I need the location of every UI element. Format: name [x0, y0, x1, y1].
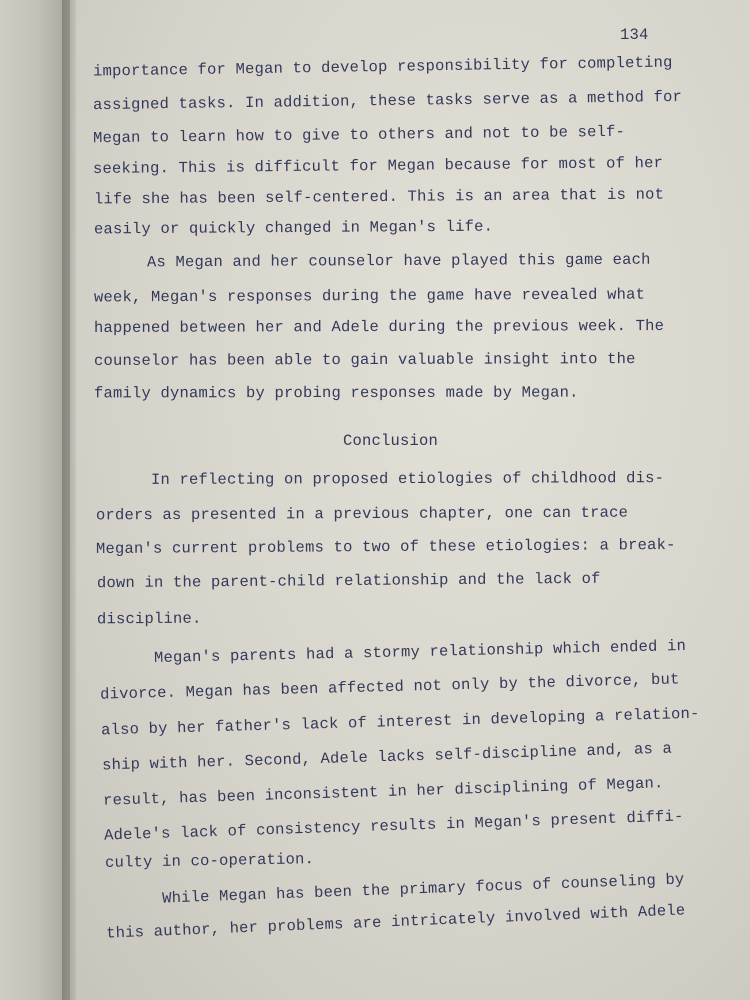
body-line: assigned tasks. In addition, these tasks serve as a method for	[92, 87, 683, 115]
body-line: discipline.	[96, 609, 202, 629]
body-line: divorce. Megan has been affected not only by the divorce, but	[99, 670, 680, 704]
left-page-edge	[0, 0, 70, 1000]
body-line: life she has been self-centered. This is an area that is not	[93, 185, 665, 209]
document-page	[70, 0, 750, 1000]
body-line: down in the parent-child relationship and the lack of	[96, 569, 601, 593]
body-line: counselor has been able to gain valuable insight into the	[93, 350, 636, 370]
body-line: this author, her problems are intricately involved with Adele	[105, 901, 686, 943]
page-number: 134	[620, 26, 649, 44]
body-line: ship with her. Second, Adele lacks self-discipline and, as a	[101, 739, 673, 775]
book-gutter	[62, 0, 76, 1000]
body-line: importance for Megan to develop responsibility for completing	[92, 53, 673, 81]
body-line: While Megan has been the primary focus of counseling by	[161, 870, 685, 908]
body-line: family dynamics by probing responses made by Megan.	[93, 383, 579, 403]
body-line: orders as presented in a previous chapter, one can trace	[95, 503, 629, 525]
body-line: result, has been inconsistent in her disciplining of Megan.	[102, 774, 664, 810]
section-heading: Conclusion	[343, 432, 439, 450]
body-line: In reflecting on proposed etiologies of childhood dis-	[150, 469, 665, 489]
body-line: Adele's lack of consistency results in Megan's present diffi-	[103, 807, 684, 845]
body-line: happened between her and Adele during the previous week. The	[93, 317, 665, 337]
body-line: seeking. This is difficult for Megan because for most of her	[92, 154, 664, 178]
body-line: easily or quickly changed in Megan's life.	[93, 217, 494, 239]
body-line: Megan's current problems to two of these etiologies: a break-	[95, 535, 676, 559]
body-line: Megan's parents had a stormy relationship which ended in	[153, 636, 687, 668]
body-line: week, Megan's responses during the game have revealed what	[93, 285, 646, 307]
body-line: culty in co-operation.	[104, 850, 315, 872]
body-line: As Megan and her counselor have played this game each	[146, 250, 651, 272]
body-line: Megan to learn how to give to others and not to be self-	[92, 122, 626, 148]
body-line: also by her father's lack of interest in developing a relation-	[100, 704, 700, 740]
